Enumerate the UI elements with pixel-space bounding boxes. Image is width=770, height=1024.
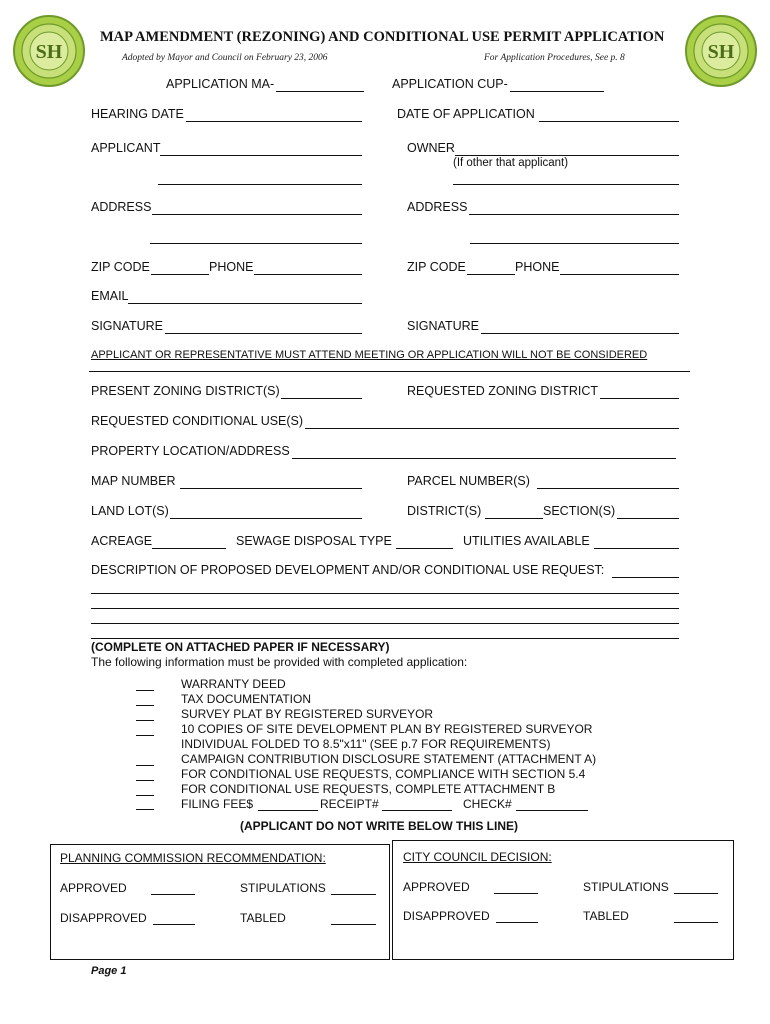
field-description-line-4[interactable] [91,638,679,639]
label-receipt: RECEIPT# [320,797,379,811]
label-check: CHECK# [463,797,512,811]
field-parcel-number[interactable] [537,488,679,489]
field-app-cup[interactable] [510,91,604,92]
check-warranty-deed[interactable] [136,690,154,691]
owner-note: (If other that applicant) [453,157,569,169]
check-section-5-4[interactable] [136,780,154,781]
field-signature[interactable] [165,333,362,334]
field-acreage[interactable] [152,548,226,549]
attend-notice: APPLICANT OR REPRESENTATIVE MUST ATTEND MEETING OR APPLICATION WILL NOT BE CONSIDERED [91,349,648,361]
field-filing-fee[interactable] [258,810,318,811]
pc-title: PLANNING COMMISSION RECOMMENDATION: [60,851,326,865]
label-app-cup: APPLICATION CUP- [392,77,508,91]
field-cc-approved[interactable] [494,893,538,894]
label-parcel-number: PARCEL NUMBER(S) [407,474,530,488]
field-applicant-2[interactable] [158,184,362,185]
label-owner: OWNER [407,141,455,155]
req-item: FOR CONDITIONAL USE REQUESTS, COMPLETE ATTACHMENT B [181,782,556,796]
check-tax-documentation[interactable] [136,705,154,706]
field-owner-phone[interactable] [560,274,679,275]
field-owner-address[interactable] [469,214,679,215]
req-item: 10 COPIES OF SITE DEVELOPMENT PLAN BY REGISTERED SURVEYOR [181,722,593,736]
field-cc-tabled[interactable] [674,922,718,923]
complete-note: (COMPLETE ON ATTACHED PAPER IF NECESSARY) [91,640,390,654]
field-owner-signature[interactable] [481,333,679,334]
pc-approved: APPROVED [60,881,127,895]
page-title: MAP AMENDMENT (REZONING) AND CONDITIONAL USE PERMIT APPLICATION [100,29,665,45]
field-description[interactable] [612,577,679,578]
req-item: SURVEY PLAT BY REGISTERED SURVEYOR [181,707,434,721]
field-cc-disapproved[interactable] [496,922,538,923]
label-phone: PHONE [209,260,254,274]
label-zip-code: ZIP CODE [91,260,150,274]
svg-text:SH: SH [35,41,63,63]
label-property-location: PROPERTY LOCATION/ADDRESS [91,444,290,458]
field-phone[interactable] [254,274,362,275]
divider-1 [89,371,690,372]
label-app-ma: APPLICATION MA- [166,77,275,91]
cc-approved: APPROVED [403,880,470,894]
field-requested-zoning[interactable] [600,398,679,399]
label-description: DESCRIPTION OF PROPOSED DEVELOPMENT AND/OR CONDITIONAL USE REQUEST: [91,563,605,577]
req-item: TAX DOCUMENTATION [181,692,311,706]
field-description-line-2[interactable] [91,608,679,609]
pc-tabled: TABLED [240,911,286,925]
cc-stipulations: STIPULATIONS [583,880,669,894]
check-site-plan[interactable] [136,735,154,736]
label-map-number: MAP NUMBER [91,474,176,488]
req-item: CAMPAIGN CONTRIBUTION DISCLOSURE STATEMENT (ATTACHMENT A) [181,752,597,766]
label-applicant: APPLICANT [91,141,161,155]
label-date-of-application: DATE OF APPLICATION [397,107,535,121]
label-hearing-date: HEARING DATE [91,107,184,121]
seal-logo-right-icon [684,14,758,88]
cc-disapproved: DISAPPROVED [403,909,490,923]
field-date-of-application[interactable] [539,121,679,122]
label-present-zoning: PRESENT ZONING DISTRICT(S) [91,384,280,398]
svg-text:SH: SH [707,41,735,63]
field-address-2[interactable] [150,243,362,244]
cc-tabled: TABLED [583,909,629,923]
label-requested-cu: REQUESTED CONDITIONAL USE(S) [91,414,304,428]
seal-logo-left-icon [12,14,86,88]
field-pc-tabled[interactable] [331,924,376,925]
label-owner-address: ADDRESS [407,200,468,214]
field-present-zoning[interactable] [281,398,362,399]
req-item: INDIVIDUAL FOLDED TO 8.5"x11" (SEE p.7 FOR REQUIREMENTS) [181,737,551,751]
check-filing-fee[interactable] [136,809,154,810]
label-sewage: SEWAGE DISPOSAL TYPE [236,534,392,548]
field-district[interactable] [485,518,543,519]
label-signature: SIGNATURE [91,319,163,333]
field-address[interactable] [152,214,362,215]
label-requested-zoning: REQUESTED ZONING DISTRICT [407,384,598,398]
label-owner-signature: SIGNATURE [407,319,479,333]
page-number: Page 1 [91,965,127,977]
label-owner-phone: PHONE [515,260,560,274]
field-owner-address-2[interactable] [470,243,679,244]
label-acreage: ACREAGE [91,534,153,548]
label-utilities: UTILITIES AVAILABLE [463,534,590,548]
requirements-intro: The following information must be provided with completed application: [91,655,468,669]
field-requested-cu[interactable] [305,428,679,429]
field-description-line-1[interactable] [91,593,679,594]
field-map-number[interactable] [180,488,362,489]
field-owner-2[interactable] [453,184,679,185]
field-pc-disapproved[interactable] [153,924,195,925]
field-pc-stipulations[interactable] [331,894,376,895]
field-receipt[interactable] [382,810,452,811]
cc-title: CITY COUNCIL DECISION: [403,850,552,864]
field-applicant[interactable] [160,155,362,156]
field-land-lot[interactable] [170,518,362,519]
field-section[interactable] [617,518,679,519]
field-pc-approved[interactable] [151,894,195,895]
field-email[interactable] [128,303,362,304]
label-email: EMAIL [91,289,129,303]
field-cc-stipulations[interactable] [674,893,718,894]
field-check[interactable] [516,810,588,811]
label-district: DISTRICT(S) [407,504,482,518]
label-owner-zip-code: ZIP CODE [407,260,466,274]
pc-disapproved: DISAPPROVED [60,911,147,925]
adopted-note: Adopted by Mayor and Council on February 23, 2006 [122,53,328,63]
field-utilities[interactable] [594,548,679,549]
field-zip-code[interactable] [151,274,209,275]
field-property-location[interactable] [292,458,676,459]
pc-stipulations: STIPULATIONS [240,881,326,895]
label-address: ADDRESS [91,200,152,214]
field-app-ma[interactable] [276,91,364,92]
check-campaign-disclosure[interactable] [136,765,154,766]
procedures-note: For Application Procedures, See p. 8 [484,53,625,63]
check-survey-plat[interactable] [136,720,154,721]
label-filing-fee: FILING FEE$ [181,797,254,811]
req-item: FOR CONDITIONAL USE REQUESTS, COMPLIANCE WITH SECTION 5.4 [181,767,586,781]
label-section: SECTION(S) [543,504,616,518]
field-owner-zip-code[interactable] [467,274,515,275]
field-hearing-date[interactable] [186,121,362,122]
label-land-lot: LAND LOT(S) [91,504,169,518]
field-description-line-3[interactable] [91,623,679,624]
req-item: WARRANTY DEED [181,677,286,691]
field-sewage[interactable] [396,548,453,549]
do-not-write-note: (APPLICANT DO NOT WRITE BELOW THIS LINE) [240,819,518,833]
check-attachment-b[interactable] [136,795,154,796]
